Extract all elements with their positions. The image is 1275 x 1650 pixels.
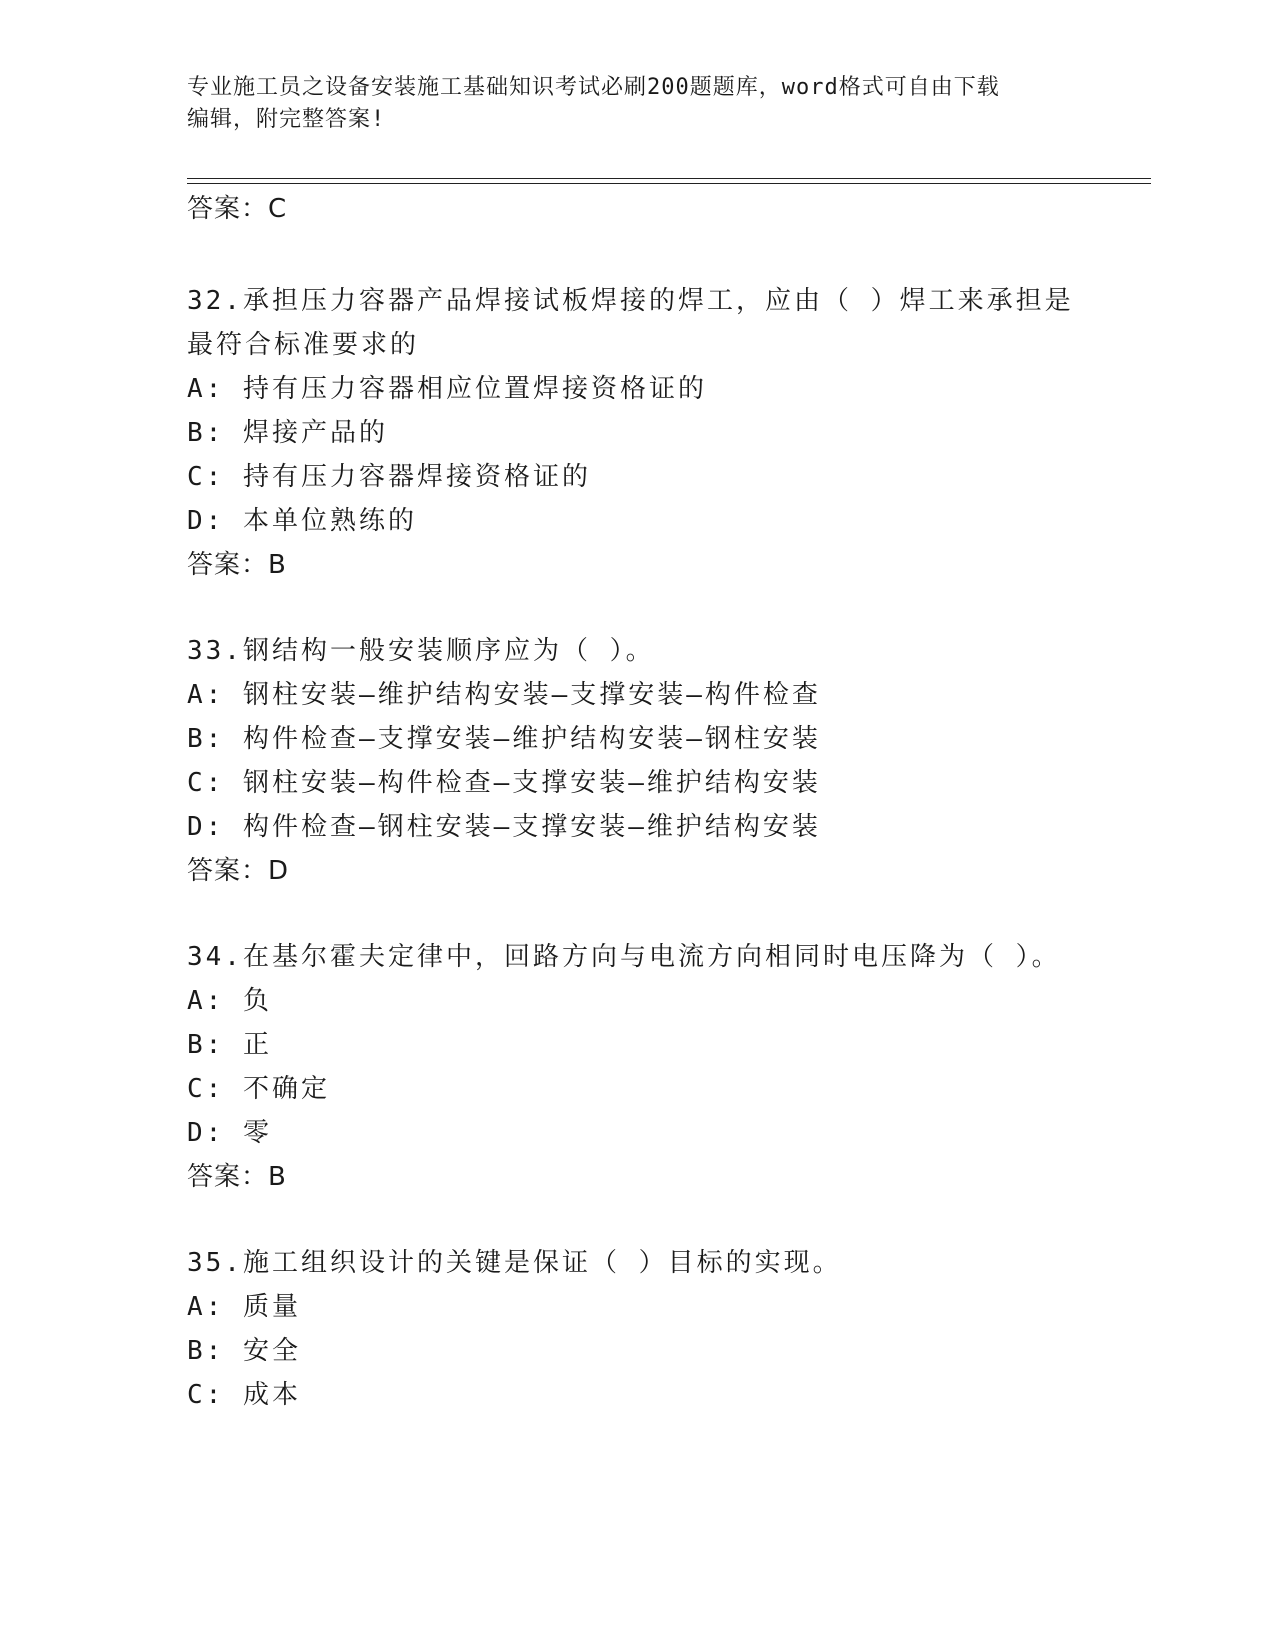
question-33-option-a: A: 钢柱安装—维护结构安装—支撑安装—构件检查: [187, 680, 821, 710]
header-divider-top: [187, 178, 1151, 179]
question-35-text: 35.施工组织设计的关键是保证（ ）目标的实现。: [187, 1248, 842, 1278]
question-34-answer: 答案：B: [187, 1162, 287, 1192]
question-33-option-c: C: 钢柱安装—构件检查—支撑安装—维护结构安装: [187, 768, 821, 798]
header-line-1: 专业施工员之设备安装施工基础知识考试必刷200题题库，word格式可自由下载: [187, 75, 1000, 100]
question-34-option-d: D: 零: [187, 1118, 272, 1148]
answer-line: 答案：C: [187, 194, 288, 224]
header-divider-bottom: [187, 183, 1151, 184]
question-33-option-d: D: 构件检查—钢柱安装—支撑安装—维护结构安装: [187, 812, 821, 842]
question-32-text-line1: 32.承担压力容器产品焊接试板焊接的焊工，应由（ ）焊工来承担是: [187, 286, 1074, 316]
question-35-option-c: C: 成本: [187, 1380, 301, 1410]
question-32-option-c: C: 持有压力容器焊接资格证的: [187, 462, 591, 492]
question-33-answer: 答案：D: [187, 856, 290, 886]
question-34-text: 34.在基尔霍夫定律中，回路方向与电流方向相同时电压降为（ ）。: [187, 942, 1061, 972]
question-32-text-line2: 最符合标准要求的: [187, 330, 420, 360]
header-line-2: 编辑，附完整答案!: [187, 107, 386, 132]
question-35-option-b: B: 安全: [187, 1336, 301, 1366]
question-32-option-a: A: 持有压力容器相应位置焊接资格证的: [187, 374, 707, 404]
question-34-option-a: A: 负: [187, 986, 272, 1016]
document-header: [187, 72, 1087, 136]
question-34-option-b: B: 正: [187, 1030, 272, 1060]
question-35-option-a: A: 质量: [187, 1292, 301, 1322]
question-33-option-b: B: 构件检查—支撑安装—维护结构安装—钢柱安装: [187, 724, 821, 754]
question-32-option-d: D: 本单位熟练的: [187, 506, 417, 536]
question-33-text: 33.钢结构一般安装顺序应为（ ）。: [187, 636, 655, 666]
question-32-option-b: B: 焊接产品的: [187, 418, 388, 448]
question-32-answer: 答案：B: [187, 550, 287, 580]
question-34-option-c: C: 不确定: [187, 1074, 330, 1104]
